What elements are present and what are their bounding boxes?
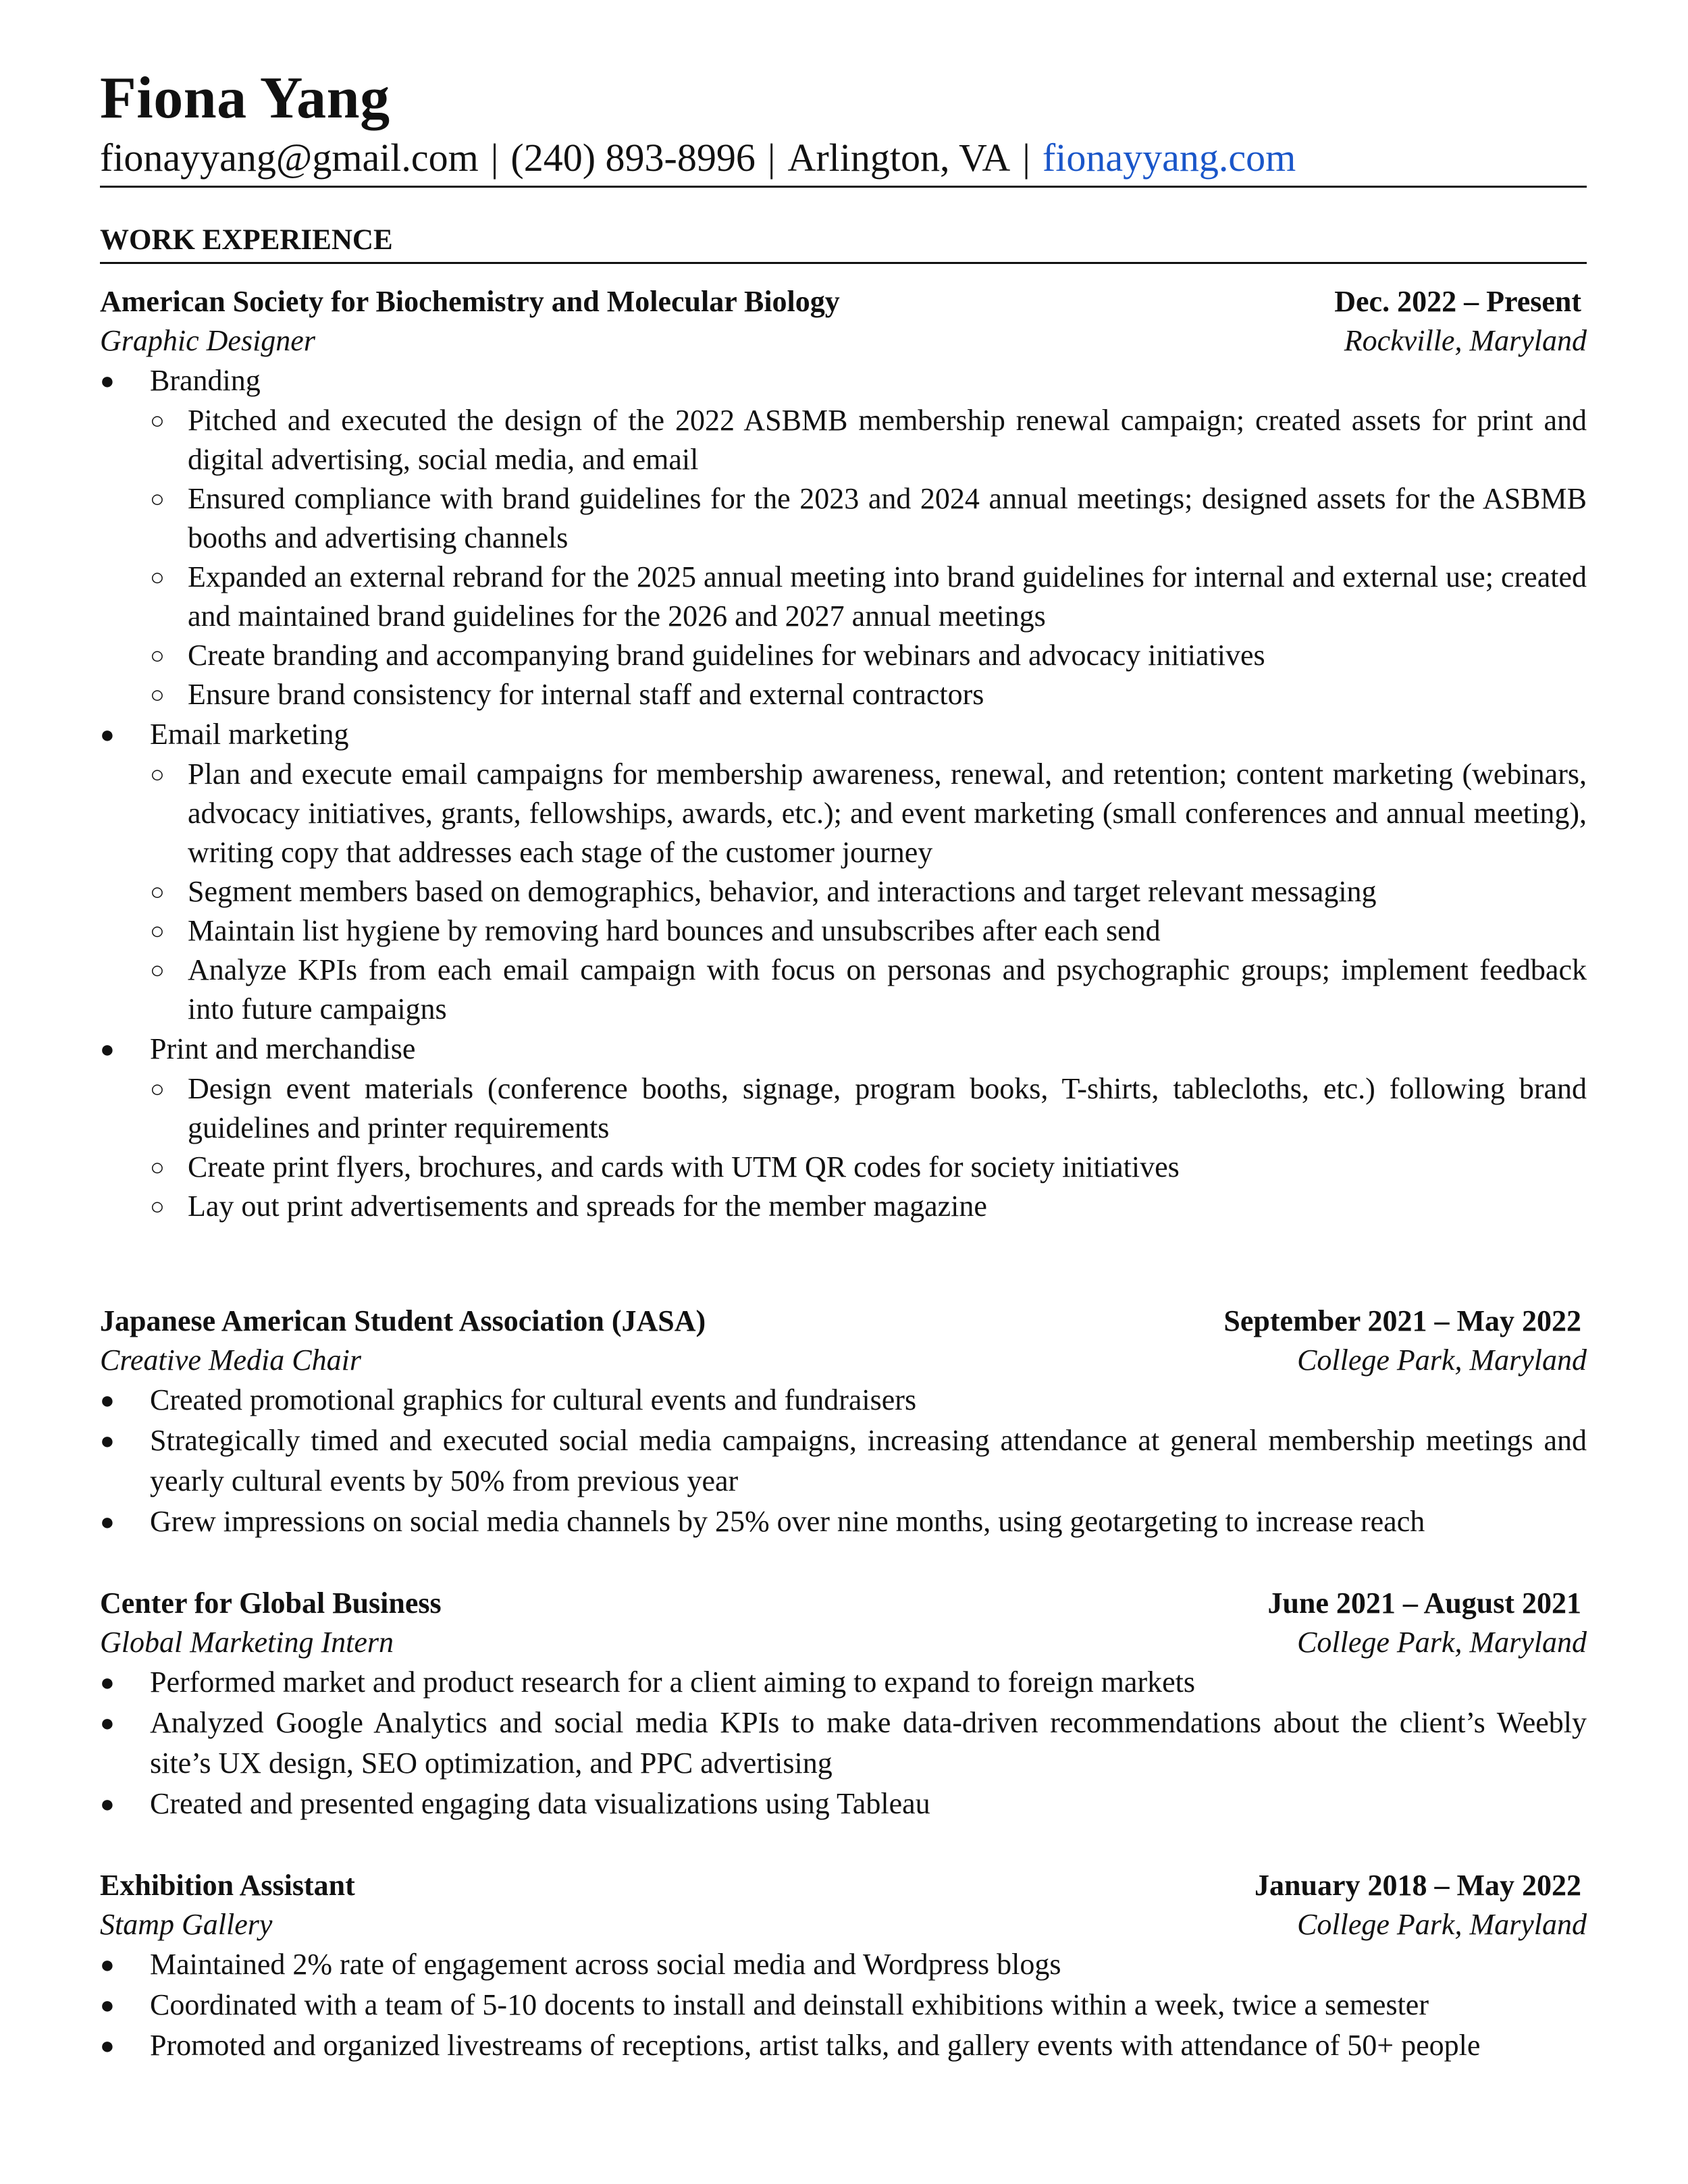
job-bullet-list [100, 1380, 1587, 1542]
section-divider [100, 262, 1587, 264]
bullet-icon: ● [100, 1992, 115, 2019]
bullet-text: Maintained 2% rate of engagement across social media and Wordpress blogs [150, 1948, 1061, 1981]
bullet-item [100, 2025, 1587, 2066]
job-subheader [100, 1623, 1587, 1662]
bullet-text: Grew impressions on social media channels by 25% over nine months, using geotargeting to increase reach [150, 1505, 1425, 1538]
sub-bullet-list [150, 1069, 1587, 1226]
job-dates: Dec. 2022 – Present [1334, 285, 1581, 318]
bullet-group-email-marketing [100, 714, 1587, 1029]
job-stamp-gallery [100, 1866, 1587, 2066]
sub-bullet-text: Analyze KPIs from each email campaign with focus on personas and psychographic groups; implement feedback into future campaigns [188, 953, 1587, 1026]
contact-separator: | [767, 136, 776, 180]
bullet-icon: ● [100, 1036, 115, 1063]
job-header [100, 1866, 1587, 1905]
bullet-item [100, 1420, 1587, 1501]
job-role: Global Marketing Intern [100, 1626, 394, 1659]
job-location: College Park, Maryland [1297, 1343, 1587, 1377]
sub-bullet-text: Lay out print advertisements and spreads for the member magazine [188, 1190, 987, 1223]
bullet-text: Analyzed Google Analytics and social media KPIs to make data-driven recommendations about the client’s Weebly site’s UX design, SEO optimization, and PPC advertising [150, 1706, 1587, 1780]
sub-bullet-text: Expanded an external rebrand for the 2025 annual meeting into brand guidelines for internal and external use; created and maintained brand guidelines for the 2026 and 2027 annual meetings [188, 560, 1587, 633]
sub-bullet-text: Create branding and accompanying brand guidelines for webinars and advocacy initiatives [188, 639, 1265, 672]
header-divider [100, 186, 1587, 188]
contact-separator: | [490, 136, 499, 180]
bullet-item [100, 1662, 1587, 1703]
bullet-item [100, 1944, 1587, 1985]
sub-bullet-item [150, 479, 1587, 558]
job-bullet-list [100, 361, 1587, 1226]
bullet-text: Promoted and organized livestreams of receptions, artist talks, and gallery events with attendance of 50+ people [150, 2029, 1481, 2062]
sub-bullet-text: Segment members based on demographics, behavior, and interactions and target relevant messaging [188, 875, 1377, 908]
bullet-group-print-merchandise [100, 1029, 1587, 1226]
circle-bullet-icon: ○ [150, 761, 165, 788]
sub-bullet-text: Ensured compliance with brand guidelines for the 2023 and 2024 annual meetings; designed assets for the ASBMB booths and advertising channels [188, 482, 1587, 554]
bullet-group-label: Email marketing [150, 718, 349, 751]
sub-bullet-item [150, 872, 1587, 911]
circle-bullet-icon: ○ [150, 957, 165, 984]
bullet-icon: ● [100, 1709, 115, 1736]
bullet-item [100, 1985, 1587, 2025]
resume-name: Fiona Yang [100, 65, 390, 131]
sub-bullet-item [150, 558, 1587, 636]
sub-bullet-item [150, 911, 1587, 951]
job-header [100, 1302, 1587, 1341]
job-header [100, 282, 1587, 321]
sub-bullet-item [150, 755, 1587, 872]
sub-bullet-text: Ensure brand consistency for internal staff and external contractors [188, 678, 984, 711]
job-subheader [100, 1905, 1587, 1944]
sub-bullet-text: Design event materials (conference booths, signage, program books, T-shirts, tablecloths, etc.) following brand guidelines and printer requirements [188, 1072, 1587, 1144]
job-organization: Japanese American Student Association (JASA) [100, 1304, 706, 1337]
sub-bullet-text: Plan and execute email campaigns for membership awareness, renewal, and retention; content marketing (webinars, advocacy initiatives, grants, fellowships, awards, etc.); and event marketing (small conferences and annual meeting), writing copy that addresses each stage of the customer journey [188, 757, 1587, 869]
job-subheader [100, 321, 1587, 361]
circle-bullet-icon: ○ [150, 1154, 165, 1181]
bullet-text: Created and presented engaging data visualizations using Tableau [150, 1787, 930, 1820]
circle-bullet-icon: ○ [150, 564, 165, 591]
bullet-icon: ● [100, 1427, 115, 1454]
circle-bullet-icon: ○ [150, 485, 165, 512]
bullet-group-branding [100, 361, 1587, 714]
job-role: Graphic Designer [100, 324, 315, 357]
bullet-item [100, 1703, 1587, 1784]
job-dates: June 2021 – August 2021 [1267, 1587, 1581, 1620]
job-header [100, 1584, 1587, 1623]
sub-bullet-item [150, 675, 1587, 714]
section-heading-work-experience: WORK EXPERIENCE [100, 224, 393, 256]
job-asbmb [100, 282, 1587, 1226]
job-jasa [100, 1302, 1587, 1542]
contact-line [100, 138, 1296, 178]
sub-bullet-text: Pitched and executed the design of the 2022 ASBMB membership renewal campaign; created assets for print and digital advertising, social media, and email [188, 404, 1587, 476]
job-location: Rockville, Maryland [1344, 324, 1587, 357]
job-location: College Park, Maryland [1297, 1908, 1587, 1941]
bullet-text: Strategically timed and executed social media campaigns, increasing attendance at general membership meetings and yearly cultural events by 50% from previous year [150, 1424, 1587, 1497]
job-center-global-business [100, 1584, 1587, 1824]
bullet-icon: ● [100, 1387, 115, 1414]
bullet-icon: ● [100, 1508, 115, 1535]
circle-bullet-icon: ○ [150, 878, 165, 905]
job-organization: American Society for Biochemistry and Molecular Biology [100, 285, 840, 318]
sub-bullet-item [150, 951, 1587, 1029]
bullet-icon: ● [100, 1790, 115, 1817]
bullet-item [100, 1380, 1587, 1420]
bullet-item [100, 1501, 1587, 1542]
bullet-icon: ● [100, 367, 115, 394]
bullet-icon: ● [100, 721, 115, 748]
circle-bullet-icon: ○ [150, 1193, 165, 1220]
bullet-icon: ● [100, 1669, 115, 1696]
bullet-text: Coordinated with a team of 5-10 docents to install and deinstall exhibitions within a week, twice a semester [150, 1988, 1429, 2021]
email-text: fionayyang@gmail.com [100, 136, 479, 180]
location-text: Arlington, VA [787, 136, 1011, 180]
contact-separator: | [1022, 136, 1030, 180]
job-role: Stamp Gallery [100, 1908, 273, 1941]
job-bullet-list [100, 1662, 1587, 1824]
job-organization: Exhibition Assistant [100, 1869, 355, 1902]
job-dates: September 2021 – May 2022 [1223, 1304, 1581, 1337]
job-bullet-list [100, 1944, 1587, 2066]
bullet-text: Created promotional graphics for cultural events and fundraisers [150, 1383, 917, 1416]
bullet-group-label: Print and merchandise [150, 1032, 416, 1065]
sub-bullet-text: Create print flyers, brochures, and cards with UTM QR codes for society initiatives [188, 1150, 1180, 1183]
circle-bullet-icon: ○ [150, 681, 165, 708]
job-location: College Park, Maryland [1297, 1626, 1587, 1659]
sub-bullet-item [150, 636, 1587, 675]
bullet-item [100, 1784, 1587, 1824]
circle-bullet-icon: ○ [150, 407, 165, 434]
circle-bullet-icon: ○ [150, 1075, 165, 1102]
bullet-text: Performed market and product research for a client aiming to expand to foreign markets [150, 1666, 1195, 1699]
bullet-icon: ● [100, 2032, 115, 2059]
circle-bullet-icon: ○ [150, 642, 165, 669]
job-dates: January 2018 – May 2022 [1255, 1869, 1581, 1902]
job-role: Creative Media Chair [100, 1343, 361, 1377]
sub-bullet-text: Maintain list hygiene by removing hard bounces and unsubscribes after each send [188, 914, 1161, 947]
sub-bullet-item [150, 1148, 1587, 1187]
bullet-icon: ● [100, 1951, 115, 1978]
circle-bullet-icon: ○ [150, 917, 165, 944]
bullet-group-label: Branding [150, 364, 261, 397]
sub-bullet-item [150, 1069, 1587, 1148]
phone-text: (240) 893-8996 [510, 136, 756, 180]
sub-bullet-list [150, 755, 1587, 1029]
job-organization: Center for Global Business [100, 1587, 442, 1620]
sub-bullet-item [150, 401, 1587, 479]
sub-bullet-list [150, 401, 1587, 714]
job-subheader [100, 1341, 1587, 1380]
sub-bullet-item [150, 1187, 1587, 1226]
website-link[interactable]: fionayyang.com [1042, 136, 1296, 180]
